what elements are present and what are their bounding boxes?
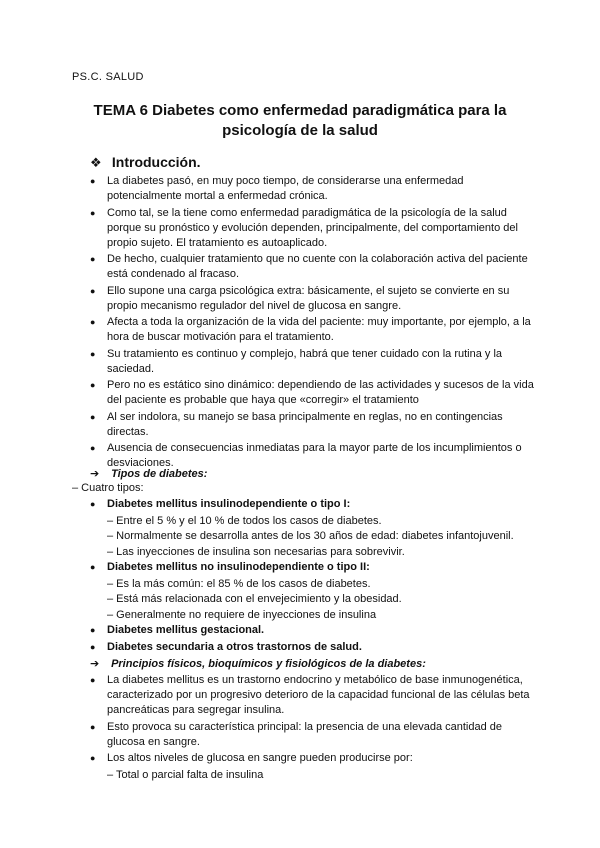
bullet-dot-icon: ●: [90, 675, 96, 685]
sub-item: – Está más relacionada con el envejecimiento y la obesidad.: [107, 593, 402, 605]
sub-item: – Normalmente se desarrolla antes de los 30 años de edad: diabetes infantojuvenil.: [107, 530, 514, 542]
list-item: ● Su tratamiento es continuo y complejo, habrá que tener cuidado con la rutina y la saciedad.: [90, 347, 503, 375]
arrow-right-icon: ➔: [90, 468, 100, 480]
bullet-dot-icon: ●: [90, 348, 96, 359]
list-item: ● De hecho, cualquier tratamiento que no cuente con la colaboración activa del paciente está condenado al fracaso.: [90, 253, 528, 280]
section-heading-label: Introducción.: [111, 154, 201, 170]
list-item: ● Ello supone una carga psicológica extra: básicamente, el sujeto se convierte en su propio mecanismo regulador del nivel de glucosa en sangre.: [90, 284, 510, 312]
sub-item: – Es la más común: el 85 % de los casos de diabetes.: [107, 577, 371, 590]
principios-list: [0, 673, 537, 783]
list-item: ● La diabetes pasó, en muy poco tiempo, de considerarse una enfermedad potencialmente mortal a enfermedad crónica.: [90, 175, 464, 202]
list-item: ● Al ser indolora, su manejo se basa principalmente en reglas, no en contingencias directas.: [90, 410, 503, 438]
list-item: ● La diabetes mellitus es un trastorno endocrino y metabólico de base inmunogenética, caracterizado por un progresivo deterioro de la capacidad funcional de las células beta pancreáticas para segregar insulina.: [90, 674, 530, 716]
list-item: ● Los altos niveles de glucosa en sangre pueden producirse por:: [90, 752, 413, 764]
bullet-dot-icon: ●: [90, 285, 96, 296]
list-item: ● Diabetes mellitus insulinodependiente o tipo I:: [90, 498, 351, 510]
bullet-dot-icon: ●: [90, 562, 96, 572]
bullet-dot-icon: ●: [90, 411, 96, 422]
list-item: ● Afecta a toda la organización de la vida del paciente: muy importante, por ejemplo, a la hora de buscar motivación para el tratamiento.: [90, 316, 531, 343]
bullet-dot-icon: ●: [90, 254, 96, 264]
sub-item: – Las inyecciones de insulina son necesarias para sobrevivir.: [107, 545, 405, 558]
list-item: ● Diabetes mellitus no insulinodependiente o tipo II:: [90, 561, 370, 573]
section-heading-tipos: [90, 467, 207, 480]
list-item: ● Diabetes mellitus gestacional.: [90, 624, 265, 636]
sub-item: – Generalmente no requiere de inyecciones de insulina: [107, 608, 377, 621]
tipos-heading-label: Tipos de diabetes:: [111, 468, 208, 480]
tipos-intro: – Cuatro tipos:: [72, 482, 144, 494]
list-item: ● Ausencia de consecuencias inmediatas para la mayor parte de los incumplimientos o desviaciones.: [90, 442, 522, 469]
principios-heading-label: Principios físicos, bioquímicos y fisiológicos de la diabetes:: [111, 658, 426, 670]
title-line-1: TEMA 6 Diabetes como enfermedad paradigmática para la: [93, 102, 507, 119]
sub-item: – Total o parcial falta de insulina: [107, 768, 264, 781]
bullet-dot-icon: ●: [90, 176, 96, 186]
bullet-dot-icon: ●: [90, 641, 96, 652]
bullet-dot-icon: ●: [90, 443, 96, 453]
arrow-right-icon: ➔: [90, 658, 100, 670]
section-heading-introduccion: [90, 154, 201, 171]
bullet-dot-icon: ●: [90, 721, 96, 732]
bullet-dot-icon: ●: [90, 380, 96, 390]
section-heading-principios: [90, 657, 426, 670]
diamond-bullet-icon: ❖: [90, 155, 102, 170]
bullet-dot-icon: ●: [90, 499, 96, 509]
list-item: ● Pero no es estático sino dinámico: dependiendo de las actividades y sucesos de la vida del paciente es probable que haya que «corregir» el tratamiento: [90, 379, 534, 406]
bullet-dot-icon: ●: [90, 207, 96, 218]
document-header: PS.C. SALUD: [72, 71, 144, 83]
bullet-dot-icon: ●: [90, 317, 96, 327]
list-item: ● Diabetes secundaria a otros trastornos de salud.: [90, 640, 362, 653]
tipos-list: [0, 497, 537, 656]
sub-item: – Entre el 5 % y el 10 % de todos los casos de diabetes.: [107, 514, 382, 527]
list-item: ● Esto provoca su característica principal: la presencia de una elevada cantidad de glucosa en sangre.: [90, 720, 503, 748]
title-line-2: psicología de la salud: [222, 122, 378, 139]
intro-bullet-list: [0, 174, 537, 473]
list-item: ● Como tal, se la tiene como enfermedad paradigmática de la psicología de la salud porque su pronóstico y evolución dependen, principalmente, del comportamiento del propio sujeto. El tratamiento es autoaplicado.: [90, 206, 518, 249]
bullet-dot-icon: ●: [90, 625, 96, 635]
bullet-dot-icon: ●: [90, 753, 96, 763]
page-title: [0, 101, 600, 141]
